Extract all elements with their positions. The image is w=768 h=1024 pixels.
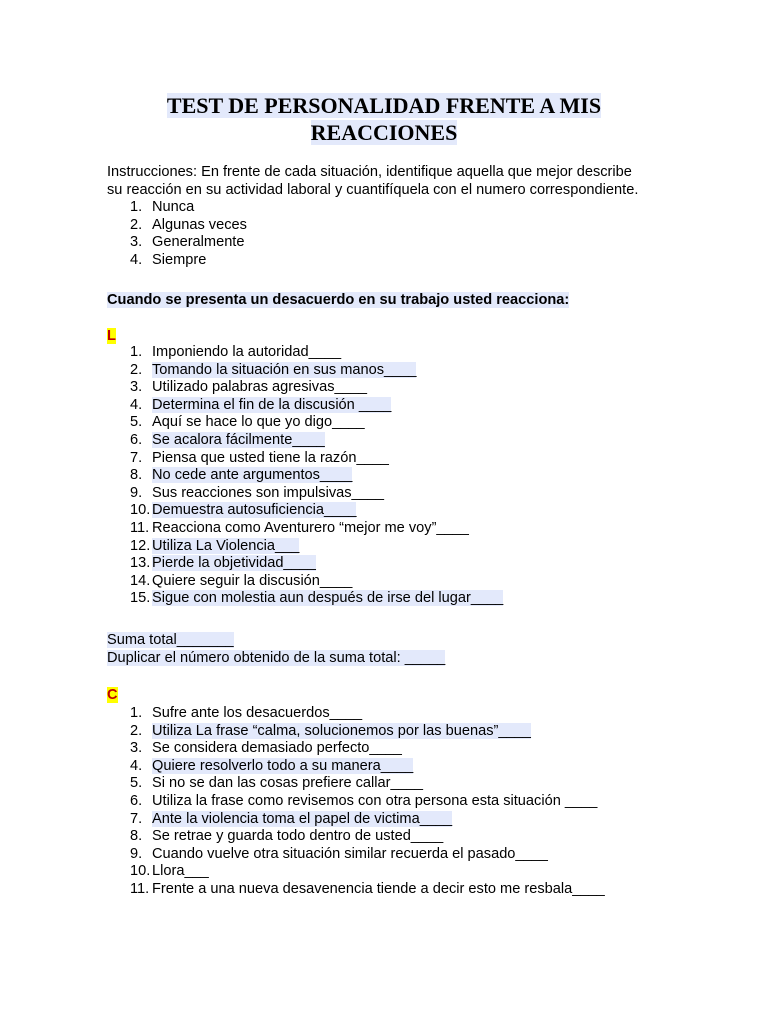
list-item-text: Demuestra autosuficiencia____ (152, 502, 357, 519)
section-c-item (130, 863, 605, 881)
section-c-item (130, 705, 605, 723)
section-l-item (130, 502, 503, 520)
section-l-item (130, 344, 503, 362)
instructions-paragraph (107, 163, 667, 199)
list-item-text: Nunca (152, 199, 195, 215)
list-item-text: Sufre ante los desacuerdos____ (152, 705, 363, 721)
list-item-number: 5. (130, 775, 143, 792)
list-item-text: Aquí se hace lo que yo digo____ (152, 414, 365, 431)
scale-list (130, 199, 247, 269)
list-item-text: Utiliza La frase “calma, solucionemos por las buenas”____ (152, 722, 531, 739)
list-item-text: Llora___ (152, 863, 209, 880)
list-item-number: 10. (130, 502, 151, 519)
list-item-number: 1. (130, 199, 143, 215)
list-item-text: Algunas veces (152, 216, 247, 233)
title-line-2: REACCIONES (310, 120, 458, 145)
section-l-item (130, 362, 503, 380)
instructions-line-1: Instrucciones: En frente de cada situación, identifique aquella que mejor describe (107, 164, 632, 180)
list-item-number: 4. (130, 396, 143, 413)
section-c-item (130, 793, 605, 811)
section-l-item (130, 450, 503, 468)
list-item-text: Quiere seguir la discusión____ (152, 572, 353, 589)
section-c-item (130, 740, 605, 758)
section-l-item (130, 414, 503, 432)
list-item-number: 2. (130, 722, 143, 739)
title-line-1: TEST DE PERSONALIDAD FRENTE A MIS (166, 93, 602, 118)
section-l-list (130, 344, 503, 608)
section-l-item (130, 520, 503, 538)
list-item-text: Se considera demasiado perfecto____ (152, 740, 402, 757)
list-item-text: Si no se dan las cosas prefiere callar____ (152, 775, 423, 792)
section-c-item (130, 811, 605, 829)
list-item-number: 10. (130, 863, 151, 880)
instructions-line-2: su reacción en su actividad laboral y cuantifíquela con el numero correspondiente. (107, 182, 639, 198)
list-item-number: 9. (130, 845, 143, 862)
section-c-item (130, 758, 605, 776)
list-item-text: Siempre (152, 251, 207, 268)
section-l-item (130, 467, 503, 485)
section-c-list (130, 705, 605, 899)
section-c-item (130, 881, 605, 899)
section-l-item (130, 432, 503, 450)
scale-item (130, 217, 247, 235)
sum-total-line: Suma total_______ (107, 632, 234, 648)
list-item-text: Sigue con molestia aun después de irse del lugar____ (152, 590, 504, 607)
list-item-text: Determina el fin de la discusión ____ (152, 396, 392, 413)
list-item-number: 9. (130, 484, 143, 501)
list-item-number: 7. (130, 449, 143, 466)
list-item-number: 15. (130, 590, 151, 607)
list-item-number: 12. (130, 537, 151, 554)
list-item-text: Utiliza La Violencia___ (152, 537, 300, 554)
list-item-number: 13. (130, 555, 151, 572)
list-item-number: 7. (130, 810, 143, 827)
list-item-number: 6. (130, 792, 143, 809)
list-item-text: Imponiendo la autoridad____ (152, 344, 342, 360)
list-item-number: 11. (130, 519, 150, 536)
list-item-text: Ante la violencia toma el papel de victima____ (152, 810, 453, 827)
section-c-item (130, 775, 605, 793)
list-item-number: 4. (130, 251, 143, 268)
list-item-number: 8. (130, 467, 143, 484)
section-c-item (130, 828, 605, 846)
list-item-text: Sus reacciones son impulsivas____ (152, 484, 385, 501)
scale-item (130, 252, 247, 270)
double-total-line: Duplicar el número obtenido de la suma total: _____ (107, 650, 446, 666)
list-item-text: Se acalora fácilmente____ (152, 431, 325, 448)
list-item-text: Generalmente (152, 234, 245, 251)
section-l-item (130, 590, 503, 608)
list-item-number: 11. (130, 880, 150, 897)
list-item-number: 1. (130, 705, 143, 721)
list-item-text: Frente a una nueva desavenencia tiende a decir esto me resbala____ (152, 880, 605, 897)
list-item-number: 14. (130, 572, 151, 589)
list-item-text: Se retrae y guarda todo dentro de usted____ (152, 828, 444, 845)
list-item-text: Piensa que usted tiene la razón____ (152, 449, 389, 466)
section-letter-c: C (107, 687, 118, 703)
section-l-item (130, 379, 503, 397)
section-c-item (130, 723, 605, 741)
list-item-text: Pierde la objetividad____ (152, 555, 316, 572)
list-item-number: 2. (130, 216, 143, 233)
list-item-text: Quiere resolverlo todo a su manera____ (152, 757, 414, 774)
list-item-text: No cede ante argumentos____ (152, 467, 353, 484)
list-item-number: 3. (130, 740, 143, 757)
section-l-item (130, 538, 503, 556)
page-title (0, 92, 768, 146)
list-item-text: Utiliza la frase como revisemos con otra persona esta situación ____ (152, 792, 598, 809)
totals-block (107, 631, 445, 667)
list-item-number: 1. (130, 344, 143, 360)
list-item-number: 8. (130, 828, 143, 845)
section-c-item (130, 846, 605, 864)
scale-item (130, 199, 247, 217)
scale-item (130, 234, 247, 252)
list-item-text: Tomando la situación en sus manos____ (152, 361, 417, 378)
section-l-item (130, 397, 503, 415)
list-item-number: 3. (130, 234, 143, 251)
list-item-number: 2. (130, 361, 143, 378)
list-item-text: Utilizado palabras agresivas____ (152, 379, 367, 396)
list-item-text: Reacciona como Aventurero “mejor me voy”____ (152, 519, 469, 536)
list-item-number: 5. (130, 414, 143, 431)
list-item-number: 6. (130, 431, 143, 448)
section-l-item (130, 555, 503, 573)
list-item-text: Cuando vuelve otra situación similar recuerda el pasado____ (152, 845, 548, 862)
section-l-item (130, 573, 503, 591)
list-item-number: 3. (130, 379, 143, 396)
section-heading: Cuando se presenta un desacuerdo en su trabajo usted reacciona: (107, 292, 570, 308)
section-l-item (130, 485, 503, 503)
list-item-number: 4. (130, 757, 143, 774)
section-letter-l: L (107, 328, 116, 344)
